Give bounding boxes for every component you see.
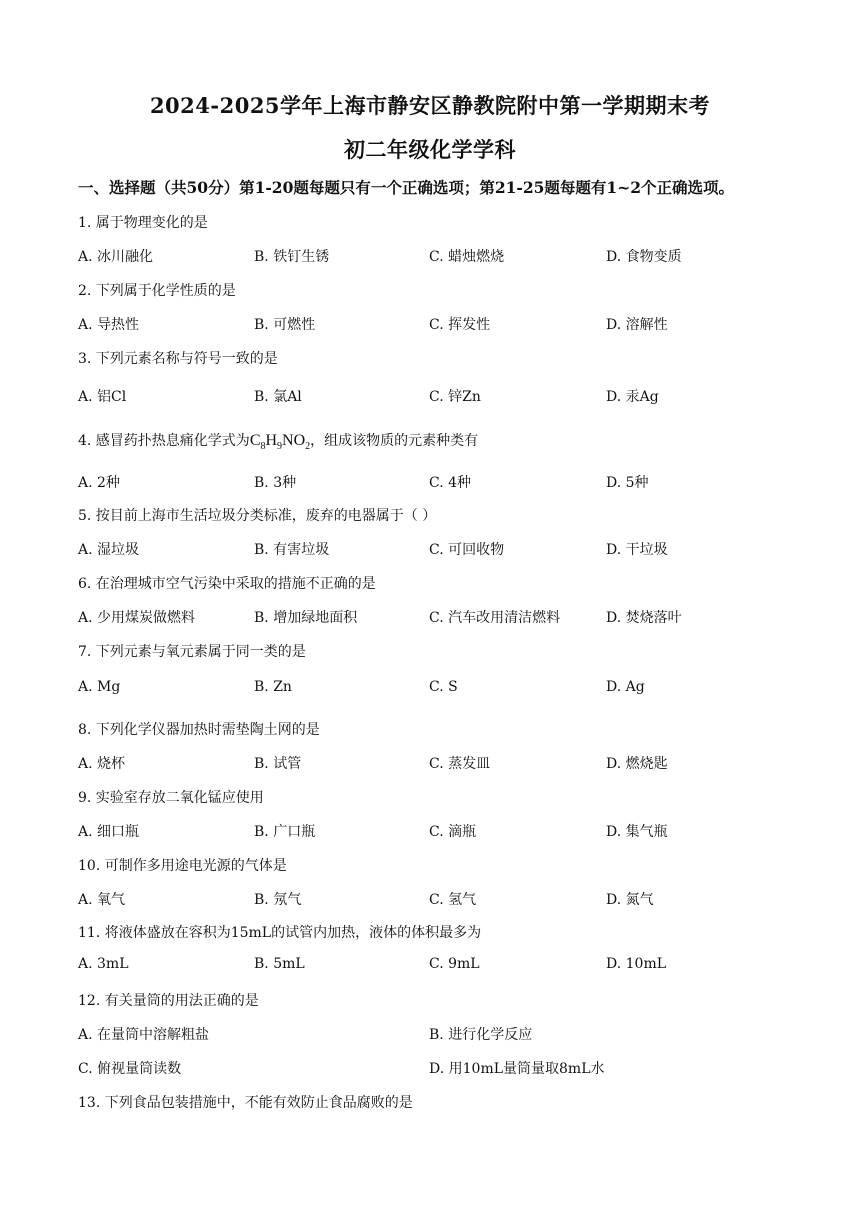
option-d: D. 10mL	[606, 956, 667, 972]
question-stem: 13. 下列食品包装措施中，不能有效防止食品腐败的是	[78, 1095, 413, 1111]
option-c: C. 9mL	[429, 956, 480, 972]
option-b: B. Zn	[254, 679, 292, 695]
option-c: C. 可回收物	[429, 542, 505, 558]
question-stem: 8. 下列化学仪器加热时需垫陶土网的是	[78, 722, 320, 738]
option-a: A. 2种	[78, 475, 120, 491]
option-row	[78, 956, 798, 980]
question-stem: 12. 有关量筒的用法正确的是	[78, 993, 259, 1009]
option-b: B. 有害垃圾	[254, 542, 330, 558]
option-b: B. 氯Al	[254, 389, 302, 405]
question-stem: 3. 下列元素名称与符号一致的是	[78, 351, 278, 367]
question-stem: 6. 在治理城市空气污染中采取的措施不正确的是	[78, 576, 376, 592]
option-d: D. 溶解性	[606, 317, 668, 333]
question-stem: 11. 将液体盛放在容积为15mL的试管内加热，液体的体积最多为	[78, 925, 482, 941]
section-heading: 一、选择题（共50分）第1-20题每题只有一个正确选项；第21-25题每题有1~2个正确选项。	[78, 178, 734, 197]
option-a: A. 在量筒中溶解粗盐	[78, 1027, 210, 1043]
option-a: A. 冰川融化	[78, 249, 154, 265]
question-stem: 1. 属于物理变化的是	[78, 215, 208, 231]
option-d: D. 燃烧匙	[606, 756, 668, 772]
option-b: B. 可燃性	[254, 317, 316, 333]
option-row	[78, 1058, 798, 1082]
option-d: D. 用10mL量筒量取8mL水	[429, 1061, 605, 1077]
option-d: D. 干垃圾	[606, 542, 668, 558]
option-b: B. 5mL	[254, 956, 305, 972]
option-a: A. 细口瓶	[78, 824, 140, 840]
option-row	[78, 1024, 798, 1048]
option-b: B. 试管	[254, 756, 302, 772]
option-a: A. Mg	[78, 679, 121, 695]
option-c: C. 锌Zn	[429, 389, 481, 405]
question-stem	[78, 430, 478, 452]
question-stem-suffix: ，组成该物质的元素种类有	[310, 433, 479, 449]
option-row	[78, 386, 798, 410]
option-row	[78, 679, 798, 703]
option-c: C. 蒸发皿	[429, 756, 491, 772]
question-stem: 10. 可制作多用途电光源的气体是	[78, 858, 287, 874]
option-d: D. 焚烧落叶	[606, 610, 682, 626]
question-stem: 2. 下列属于化学性质的是	[78, 283, 236, 299]
option-a: A. 导热性	[78, 317, 140, 333]
option-b: B. 铁钉生锈	[254, 249, 330, 265]
exam-title: 2024-2025学年上海市静安区静教院附中第一学期期末考	[149, 93, 711, 118]
option-a: A. 湿垃圾	[78, 542, 140, 558]
option-c: C. 挥发性	[429, 317, 491, 333]
question-stem: 7. 下列元素与氧元素属于同一类的是	[78, 644, 306, 660]
option-c: C. 俯视量筒读数	[78, 1061, 182, 1077]
option-b: B. 增加绿地面积	[254, 610, 358, 626]
exam-subtitle: 初二年级化学学科	[344, 137, 516, 162]
option-b: B. 3种	[254, 475, 297, 491]
option-c: C. 蜡烛燃烧	[429, 249, 505, 265]
option-a: A. 3mL	[78, 956, 129, 972]
option-d: D. 集气瓶	[606, 824, 668, 840]
option-row	[78, 753, 798, 777]
chemical-formula: $C_8H_9NO_2$	[249, 432, 311, 453]
option-row	[78, 607, 798, 631]
option-a: A. 少用煤炭做燃料	[78, 610, 196, 626]
option-c: C. 滴瓶	[429, 824, 477, 840]
question-stem: 9. 实验室存放二氧化锰应使用	[78, 790, 264, 806]
option-c: C. 汽车改用清洁燃料	[429, 610, 561, 626]
option-row	[78, 314, 798, 338]
option-c: C. S	[429, 679, 458, 695]
option-d: D. 汞Ag	[606, 389, 659, 405]
question-stem: 5. 按目前上海市生活垃圾分类标准，废弃的电器属于（ ）	[78, 508, 437, 524]
option-b: B. 氖气	[254, 892, 302, 908]
option-row	[78, 539, 798, 563]
option-c: C. 氢气	[429, 892, 477, 908]
option-a: A. 铝Cl	[78, 389, 127, 405]
option-a: A. 氧气	[78, 892, 126, 908]
option-row	[78, 821, 798, 845]
option-row	[78, 889, 798, 913]
option-d: D. 氮气	[606, 892, 654, 908]
option-row	[78, 246, 798, 270]
option-d: D. 食物变质	[606, 249, 682, 265]
option-row	[78, 472, 798, 496]
option-b: B. 广口瓶	[254, 824, 316, 840]
option-d: D. Ag	[606, 679, 645, 695]
option-a: A. 烧杯	[78, 756, 126, 772]
option-c: C. 4种	[429, 475, 472, 491]
question-stem-prefix: 4. 感冒药扑热息痛化学式为	[78, 433, 250, 449]
option-d: D. 5种	[606, 475, 649, 491]
option-b: B. 进行化学反应	[429, 1027, 533, 1043]
